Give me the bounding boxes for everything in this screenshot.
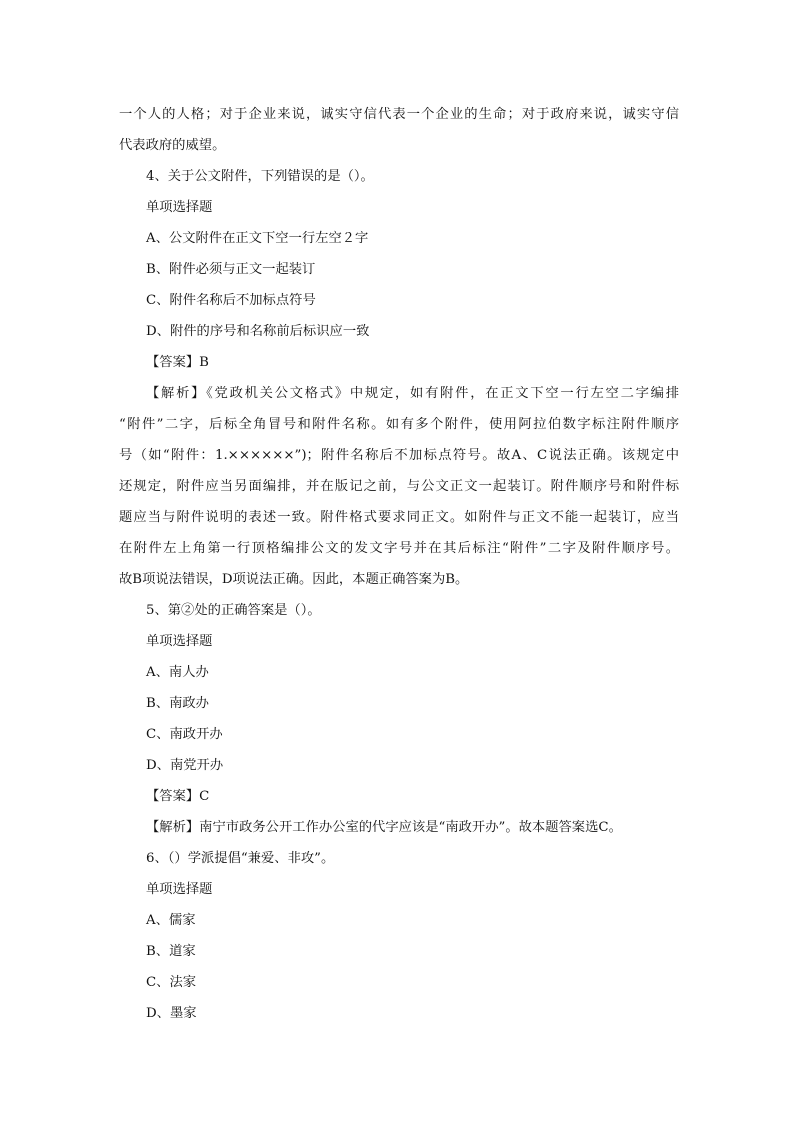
question-6-stem: 6、（）学派提倡“兼爱、非攻”。	[146, 851, 335, 866]
question-5-option-a: A、南人办	[146, 665, 209, 680]
question-5-stem: 5、第②处的正确答案是（）。	[146, 603, 321, 618]
question-6-option-c: C、法家	[146, 975, 197, 990]
question-4-option-b: B、附件必须与正文一起装订	[146, 262, 316, 277]
question-4-option-d: D、附件的序号和名称前后标识应一致	[146, 324, 370, 339]
question-6-type: 单项选择题	[146, 882, 213, 897]
question-6-option-d: D、墨家	[146, 1006, 197, 1021]
question-6-option-a: A、儒家	[146, 913, 196, 928]
question-5-option-b: B、南政办	[146, 696, 209, 711]
document-body	[119, 99, 679, 1029]
question-4-option-a: A、公文附件在正文下空一行左空２字	[146, 231, 369, 246]
question-4-option-c: C、附件名称后不加标点符号	[146, 293, 316, 308]
intro-line: 代表政府的威望。	[119, 138, 226, 153]
question-6-option-b: B、道家	[146, 944, 196, 959]
question-4-stem: 4、关于公文附件，下列错误的是（）。	[146, 169, 374, 184]
question-4-analysis-line: 题应当与附件说明的表述一致。附件格式要求同正文。如附件与正文不能一起装订，应当	[119, 510, 679, 525]
question-5-option-d: D、南党开办	[146, 758, 224, 773]
question-5-option-c: C、南政开办	[146, 727, 223, 742]
question-4-answer: 【答案】B	[146, 355, 209, 370]
question-4-analysis-line: “附件”二字，后标全角冒号和附件名称。如有多个附件，使用阿拉伯数字标注附件顺序	[119, 417, 679, 432]
question-4-analysis-line: 号（如“附件：1.××××××”)；附件名称后不加标点符号。故A、C说法正确。该规定中	[119, 448, 679, 463]
question-4-analysis-line: 故B项说法错误，D项说法正确。因此，本题正确答案为B。	[119, 572, 469, 587]
question-4-analysis-line: 在附件左上角第一行顶格编排公文的发文字号并在其后标注“附件”二字及附件顺序号。	[119, 541, 679, 556]
question-4-analysis-line: 【解析】《党政机关公文格式》中规定，如有附件，在正文下空一行左空二字编排	[146, 386, 679, 401]
question-5-answer: 【答案】C	[146, 789, 210, 804]
question-5-type: 单项选择题	[146, 634, 213, 649]
intro-line: 一个人的人格；对于企业来说，诚实守信代表一个企业的生命；对于政府来说，诚实守信	[119, 107, 679, 122]
question-4-type: 单项选择题	[146, 200, 213, 215]
question-4-analysis-line: 还规定，附件应当另面编排，并在版记之前，与公文正文一起装订。附件顺序号和附件标	[119, 479, 679, 494]
question-5-analysis: 【解析】南宁市政务公开工作办公室的代字应该是“南政开办”。故本题答案选C。	[146, 820, 622, 835]
